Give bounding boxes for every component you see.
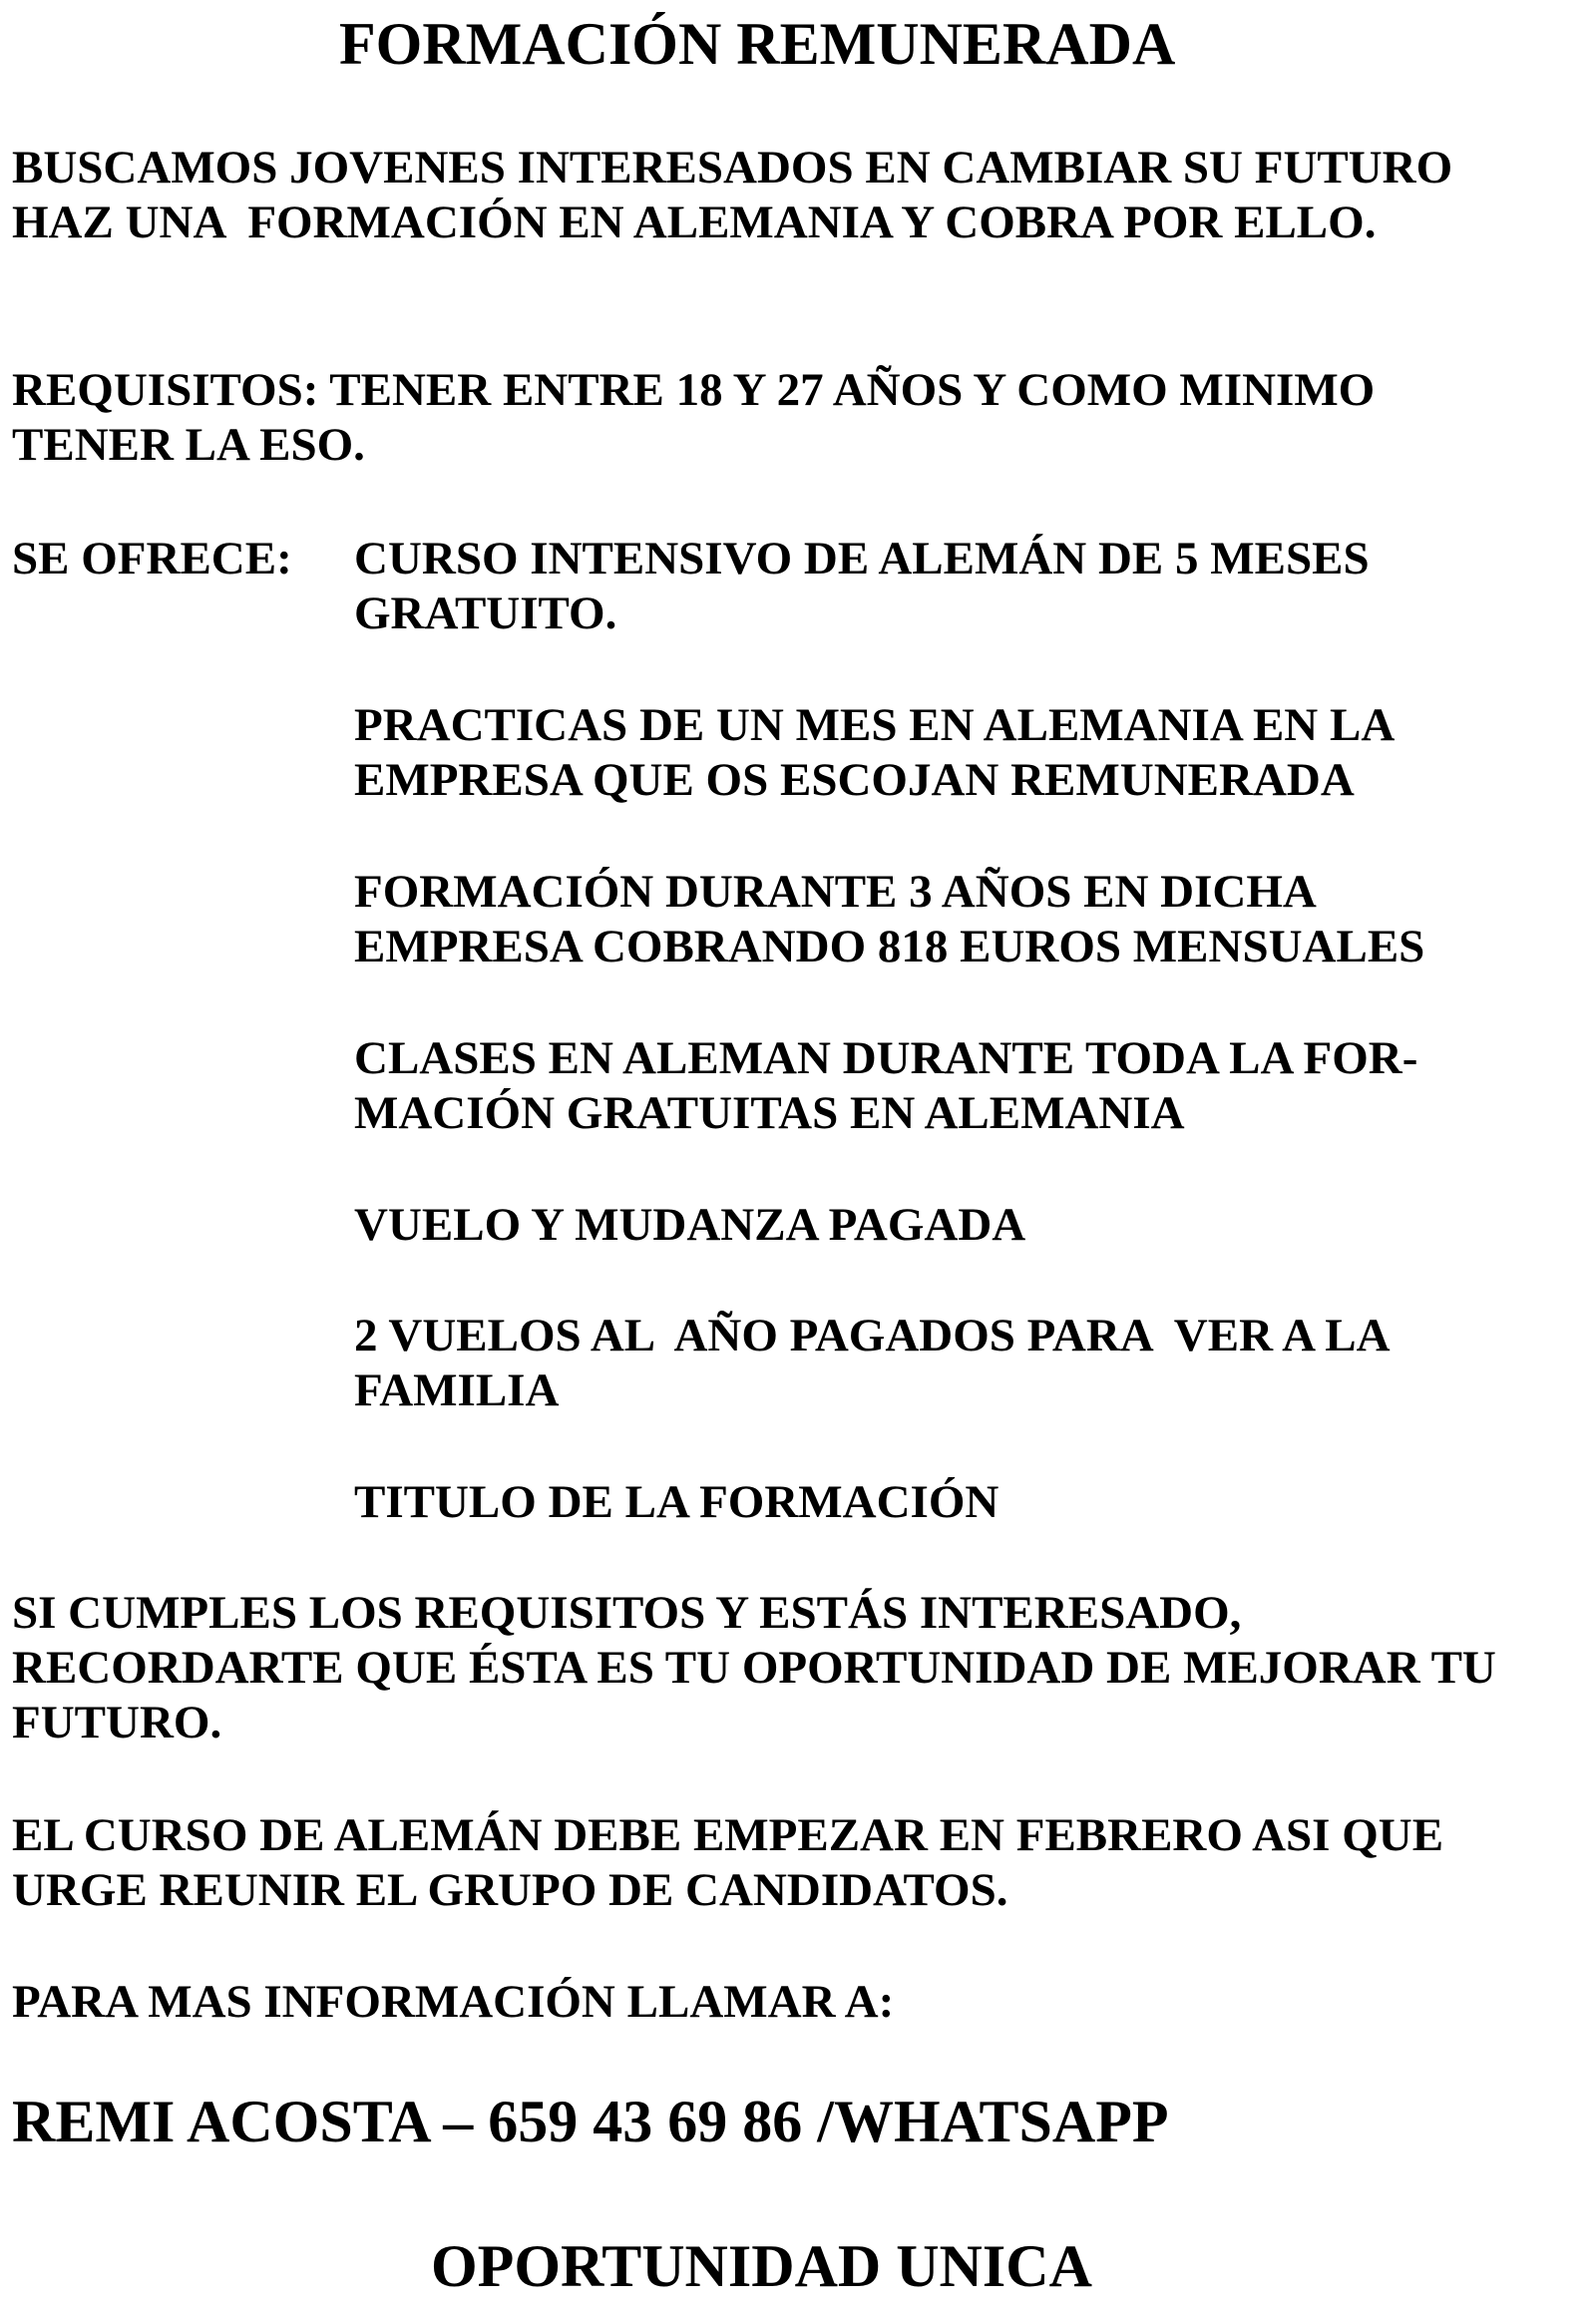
offer-item: PRACTICAS DE UN MES EN ALEMANIA EN LA	[354, 699, 1396, 751]
urgency-line: URGE REUNIR EL GRUPO DE CANDIDATOS.	[12, 1864, 1008, 1916]
closing-line: FUTURO.	[12, 1697, 222, 1748]
intro-line: BUSCAMOS JOVENES INTERESADOS EN CAMBIAR SU FUTURO	[12, 142, 1453, 193]
footer-slogan: OPORTUNIDAD UNICA	[431, 2233, 1092, 2299]
offer-item: CLASES EN ALEMAN DURANTE TODA LA FOR-	[354, 1032, 1418, 1084]
urgency-line: EL CURSO DE ALEMÁN DEBE EMPEZAR EN FEBRERO ASI QUE	[12, 1809, 1444, 1861]
offer-item: VUELO Y MUDANZA PAGADA	[354, 1199, 1026, 1251]
offer-item: FORMACIÓN DURANTE 3 AÑOS EN DICHA	[354, 866, 1317, 918]
closing-line: SI CUMPLES LOS REQUISITOS Y ESTÁS INTERESADO,	[12, 1587, 1242, 1639]
offer-item: GRATUITO.	[354, 587, 617, 639]
offer-item: TITULO DE LA FORMACIÓN	[354, 1476, 999, 1528]
offer-item: MACIÓN GRATUITAS EN ALEMANIA	[354, 1087, 1185, 1139]
page-title: FORMACIÓN REMUNERADA	[339, 11, 1176, 77]
offer-item: EMPRESA QUE OS ESCOJAN REMUNERADA	[354, 754, 1355, 806]
offer-item: 2 VUELOS AL AÑO PAGADOS PARA VER A LA	[354, 1310, 1391, 1361]
offer-item: EMPRESA COBRANDO 818 EUROS MENSUALES	[354, 921, 1425, 972]
offer-label: SE OFRECE:	[12, 533, 292, 584]
offer-item: FAMILIA	[354, 1364, 560, 1416]
intro-line: HAZ UNA FORMACIÓN EN ALEMANIA Y COBRA POR ELLO.	[12, 196, 1377, 248]
offer-item: CURSO INTENSIVO DE ALEMÁN DE 5 MESES	[354, 533, 1370, 584]
requirements-line: REQUISITOS: TENER ENTRE 18 Y 27 AÑOS Y COMO MINIMO	[12, 364, 1376, 416]
contact-name-phone: REMI ACOSTA – 659 43 69 86 /WHATSAPP	[12, 2089, 1169, 2154]
contact-prompt: PARA MAS INFORMACIÓN LLAMAR A:	[12, 1976, 895, 2028]
closing-line: RECORDARTE QUE ÉSTA ES TU OPORTUNIDAD DE MEJORAR TU	[12, 1642, 1496, 1694]
requirements-line: TENER LA ESO.	[12, 419, 365, 471]
